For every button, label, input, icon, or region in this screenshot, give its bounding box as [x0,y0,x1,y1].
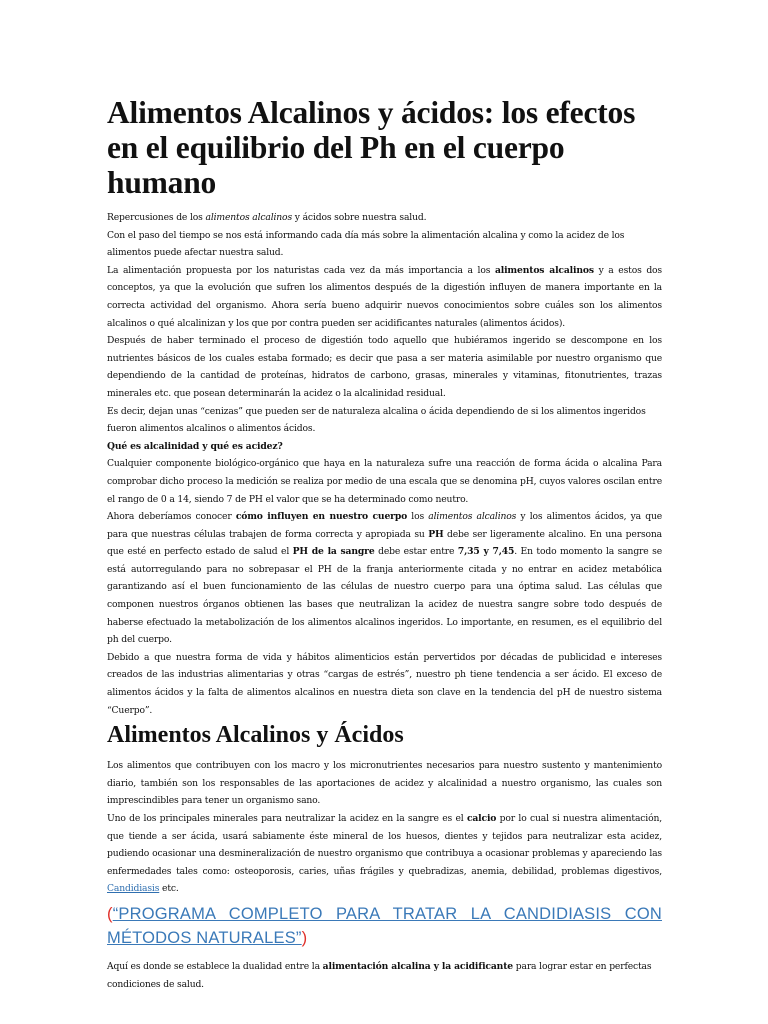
text-run: etc. [159,883,179,895]
bold-text: alimentos alcalinos [494,264,594,276]
bold-text: PH de la sangre [292,546,375,558]
program-link-block [107,902,662,950]
text-run: Aquí es donde se establece la dualidad entre la [107,960,323,972]
text-run: La alimentación propuesta por los naturistas cada vez da más importancia a los [107,264,495,276]
text-run: y los alimentos ácidos, ya que para que nuestras células trabajen de forma correcta y apropiada su [107,511,663,540]
paragraph: Es decir, dejan unas “cenizas” que pueden ser de naturaleza alcalina o ácida dependiendo de si los alimentos ingeridos fueron alimentos alcalinos o alimentos ácidos. [107,405,646,435]
question-heading [107,438,662,456]
article [107,95,662,993]
paragraph: Con el paso del tiempo se nos está informando cada día más sobre la alimentación alcalina y como la acidez de los alimentos puede afectar nuestra salud. [107,229,625,259]
article-title: Alimentos Alcalinos y ácidos: los efectos en el equilibrio del Ph en el cuerpo humano [107,95,636,200]
italic-text: alimentos alcalinos [428,511,517,523]
intro-paragraph [107,209,662,227]
text-run: debe ser ligeramente alcalino. En una persona que esté en perfecto estado de salud el [107,528,662,558]
text-run: Ahora deberíamos conocer [107,511,236,523]
text-run: Uno de los principales minerales para neutralizar la acidez en la sangre es el [107,813,467,824]
text-run: los [407,511,429,523]
program-link[interactable]: “PROGRAMA COMPLETO PARA TRATAR LA CANDIDIASIS CON MÉTODOS NATURALES” [107,904,662,947]
paragraph [107,508,662,649]
bold-text: PH [428,528,444,540]
bold-text: calcio [466,813,497,824]
paragraph: Debido a que nuestra forma de vida y hábitos alimenticios están pervertidos por décadas de publicidad e intereses creados de las industrias alimentarias y otras “cargas de estrés”, nuestro ph tiene tendencia a ser ácido. El exceso de alimentos ácidos y la falta de alimentos alcalinos en nuestra dieta son clave en la tendencia del pH de nuestro sistema “Cuerpo”. [107,651,662,716]
bold-text: cómo influyen en nuestro cuerpo [235,511,408,523]
text-run: por lo cual si nuestra alimentación, que tiende a ser ácida, usará sabiamente éste mineral de los huesos, dientes y tejidos para neutralizar esta acidez, pudiendo ocasionar una desmineralización de nuestro organismo que contribuya a ocasionar problemas y apareciendo las enfermedades tales como: osteoporosis, caries, uñas frágiles y quebradizas, anemia, debilidad, problemas digestivos, [107,813,662,877]
section-heading: Alimentos Alcalinos y Ácidos [107,722,404,749]
text-run: debe estar entre [374,546,458,558]
text-run: y a estos dos conceptos, ya que la evolución que sufren los alimentos después de la digestión influyen de manera importante en la correcta actividad del organismo. Ahora sería bueno adquirir nuevos conocimientos sobre cuáles son los alimentos alcalinos o qué alcalinizan y los que por contra pueden ser acidificantes naturales (alimentos ácidos). [107,264,662,329]
bold-text: 7,35 y 7,45 [457,546,515,558]
bold-text: alimentación alcalina y la acidificante [322,960,513,972]
paragraph: Cualquier componente biológico-orgánico que haya en la naturaleza sufre una reacción de forma ácida o alcalina Para comprobar dicho proceso la medición se realiza por medio de una escala que se denomina pH, cuyos valores oscilan entre el rango de 0 a 14, siendo 7 de PH el valor que se ha determinado como neutro. [107,458,662,505]
text-run: y ácidos sobre nuestra salud. [292,212,427,223]
text-run: para lograr estar en perfectas condiciones de salud. [107,960,652,990]
open-paren: ( [107,904,113,923]
close-paren: ) [301,928,308,947]
paragraph [107,958,662,993]
italic-text: alimentos alcalinos [205,212,293,223]
text-run: Repercusiones de los [107,212,206,223]
paragraph: Después de haber terminado el proceso de digestión todo aquello que hubiéramos ingerido se descompone en los nutrientes básicos de los cuales estaba formado; es decir que pasa a ser materia asimilable por nuestro organismo que dependiendo de la cantidad de proteínas, hidratos de carbono, grasas, minerales y vitaminas, fitonutrientes, trazas minerales etc. que posean determinarán la acidez o la alcalinidad residual. [107,335,662,399]
paragraph [107,810,662,898]
paragraph [107,262,662,332]
text-run: . En todo momento la sangre se está autorregulando para no sobrepasar el PH de la franja anteriormente citada y no entrar en acidez metabólica garantizando así el buen funcionamiento de las células de nuestro cuerpo para una óptima salud. Las células que componen nuestros órganos obtienen las bases que neutralizan la acidez de nuestra sangre sobre todo después de haberse efectuado la metabolización de los alimentos alcalinos ingeridos. Lo importante, en resumen, es el equilibrio del ph del cuerpo. [107,546,662,646]
bold-text: Qué es alcalinidad y qué es acidez? [107,440,283,452]
candidiasis-link[interactable]: Candidiasis [107,883,160,895]
paragraph: Los alimentos que contribuyen con los macro y los micronutrientes necesarios para nuestro sustento y mantenimiento diario, también son los responsables de las aportaciones de acidez y alcalinidad a nuestro organismo, las cuales son imprescindibles para tener un organismo sano. [107,760,662,807]
